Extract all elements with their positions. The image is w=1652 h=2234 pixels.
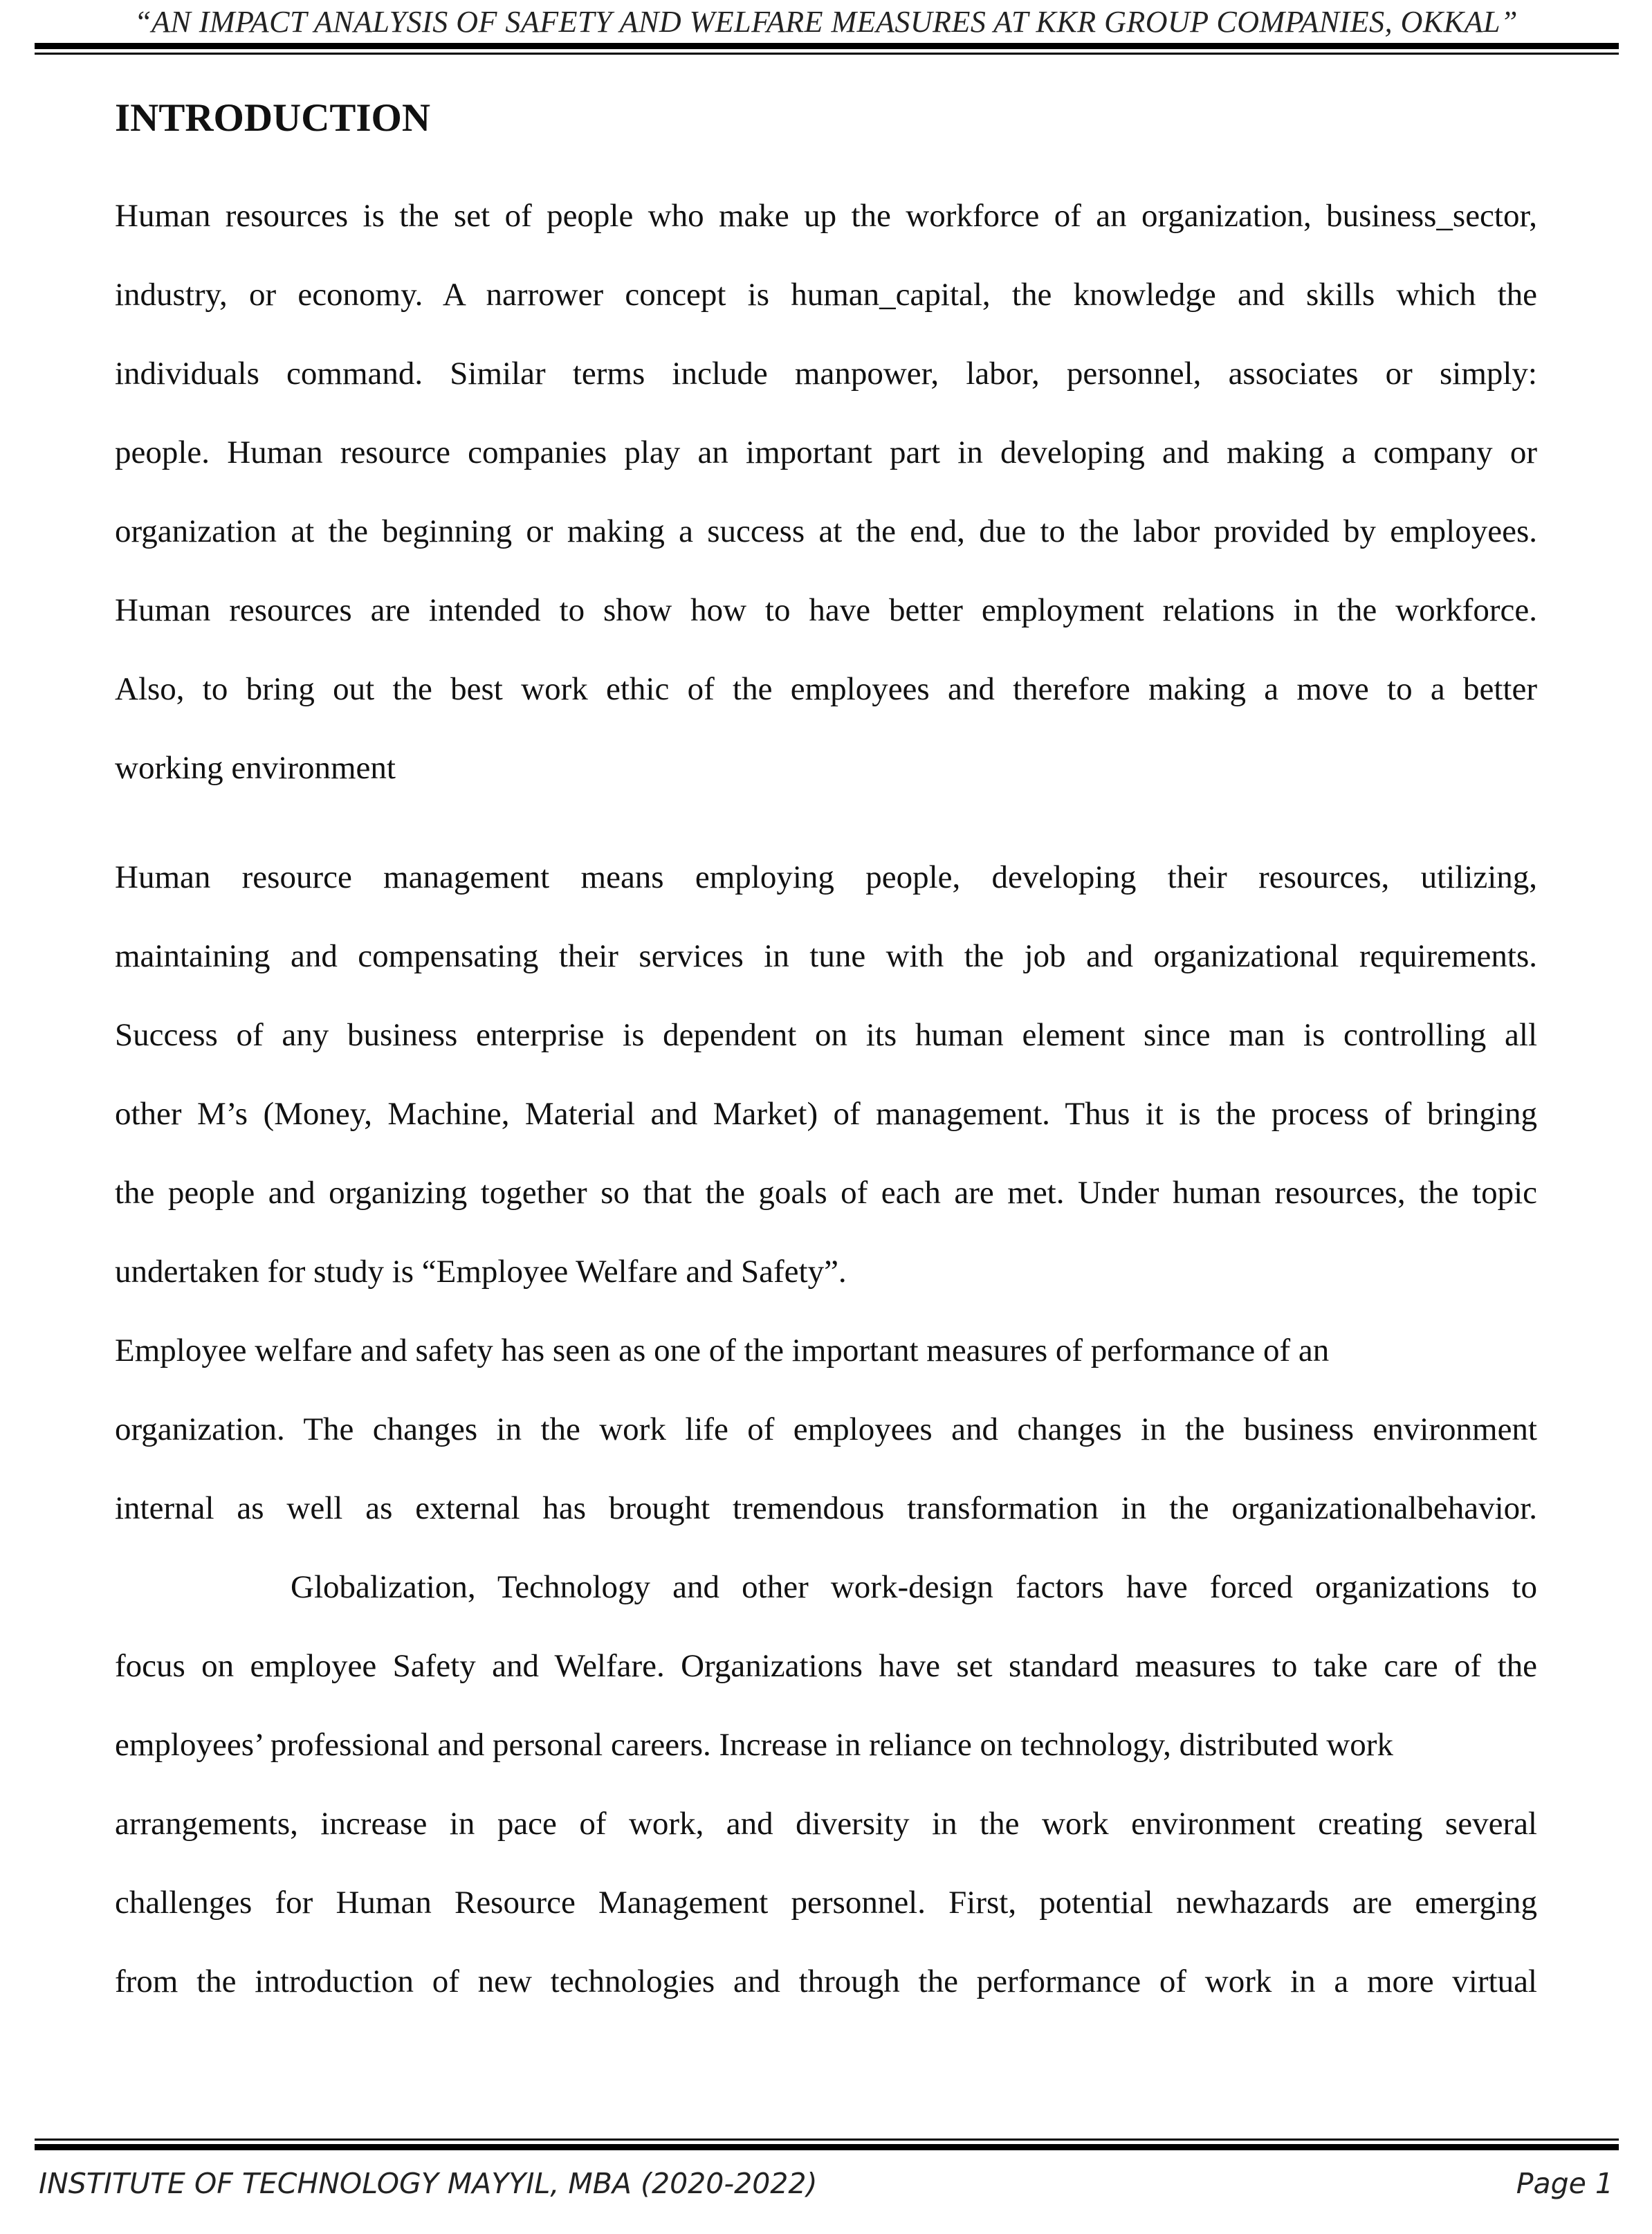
footer-institute: INSTITUTE OF TECHNOLOGY MAYYIL, MBA (2020-2022) xyxy=(39,2167,818,2200)
header-title: “AN IMPACT ANALYSIS OF SAFETY AND WELFARE MEASURES AT KKR GROUP COMPANIES, OKKAL” xyxy=(134,5,1518,39)
body-line: individuals command. Similar terms include manpower, labor, personnel, associates or simply: xyxy=(115,356,1537,392)
footer-rule-thick xyxy=(35,2144,1619,2150)
body-line: industry, or economy. A narrower concept is human_capital, the knowledge and skills which the xyxy=(115,277,1537,313)
footer-rule-thin xyxy=(35,2139,1619,2141)
body-line: the people and organizing together so that the goals of each are met. Under human resources, the topic xyxy=(115,1175,1537,1211)
body-line: Human resources is the set of people who make up the workforce of an organization, business_sector, xyxy=(115,198,1537,234)
header-rule-thick xyxy=(35,43,1619,49)
body-line: challenges for Human Resource Management personnel. First, potential newhazards are emerging xyxy=(115,1885,1537,1921)
body-line: employees’ professional and personal careers. Increase in reliance on technology, distributed work xyxy=(115,1727,1393,1763)
section-heading: INTRODUCTION xyxy=(115,96,431,140)
body-line: organization at the beginning or making a success at the end, due to the labor provided by employees. xyxy=(115,513,1537,549)
page-number: Page 1 xyxy=(1516,2167,1613,2200)
body-line: undertaken for study is “Employee Welfare and Safety”. xyxy=(115,1254,847,1290)
body-line: from the introduction of new technologies and through the performance of work in a more virtual xyxy=(115,1963,1537,1999)
body-line: Also, to bring out the best work ethic of the employees and therefore making a move to a better xyxy=(115,671,1537,707)
body-line: Globalization, Technology and other work-design factors have forced organizations to xyxy=(291,1569,1537,1605)
body-line: Employee welfare and safety has seen as one of the important measures of performance of an xyxy=(115,1333,1330,1368)
body-line: maintaining and compensating their services in tune with the job and organizational requirements. xyxy=(115,938,1537,974)
body-line: other M’s (Money, Machine, Material and Market) of management. Thus it is the process of bringing xyxy=(115,1096,1537,1132)
body-line: Success of any business enterprise is dependent on its human element since man is controlling all xyxy=(115,1017,1537,1053)
body-line: organization. The changes in the work life of employees and changes in the business environment xyxy=(115,1411,1537,1447)
body-line: people. Human resource companies play an important part in developing and making a company or xyxy=(115,434,1537,470)
body-line: Human resource management means employing people, developing their resources, utilizing, xyxy=(115,859,1537,895)
body-line: internal as well as external has brought tremendous transformation in the organizationalbehavior. xyxy=(115,1490,1537,1526)
body-line: Human resources are intended to show how to have better employment relations in the workforce. xyxy=(115,592,1537,628)
header-rule-thin xyxy=(35,53,1619,55)
body-line: focus on employee Safety and Welfare. Organizations have set standard measures to take care of the xyxy=(115,1648,1537,1684)
body-line: working environment xyxy=(115,750,396,786)
body-line: arrangements, increase in pace of work, and diversity in the work environment creating several xyxy=(115,1806,1537,1842)
